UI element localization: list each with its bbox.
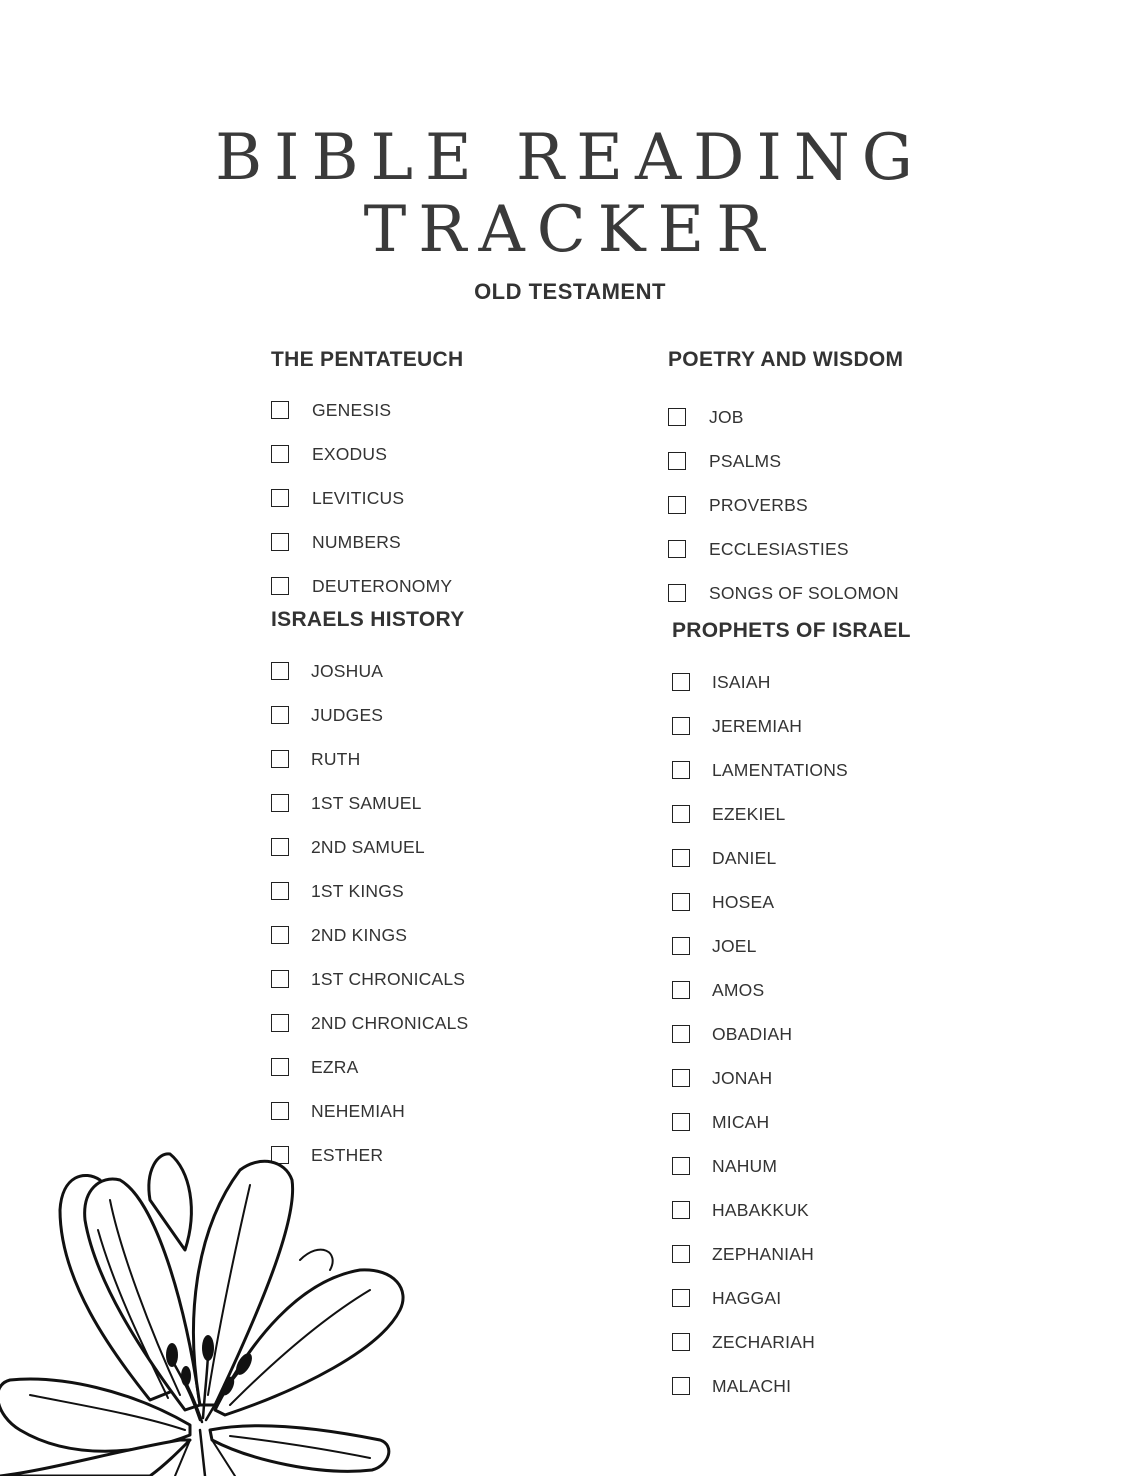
book-label: 2ND CHRONICALS bbox=[311, 1012, 469, 1033]
book-label: RUTH bbox=[311, 748, 361, 769]
book-list bbox=[672, 660, 911, 1408]
book-label: 1ST KINGS bbox=[311, 880, 404, 901]
book-label: HABAKKUK bbox=[712, 1199, 809, 1220]
checklist-item[interactable] bbox=[672, 1100, 911, 1144]
book-label: MICAH bbox=[712, 1111, 770, 1132]
checklist-item[interactable] bbox=[668, 571, 903, 615]
checkbox[interactable] bbox=[271, 1014, 289, 1032]
checkbox[interactable] bbox=[271, 577, 289, 595]
checklist-item[interactable] bbox=[271, 869, 468, 913]
checkbox[interactable] bbox=[271, 882, 289, 900]
checklist-item[interactable] bbox=[271, 737, 468, 781]
book-label: ESTHER bbox=[311, 1144, 384, 1165]
checklist-item[interactable] bbox=[672, 1320, 911, 1364]
checkbox[interactable] bbox=[672, 1377, 690, 1395]
checklist-item[interactable] bbox=[672, 1188, 911, 1232]
book-label: PROVERBS bbox=[709, 494, 808, 515]
checklist-item[interactable] bbox=[672, 1232, 911, 1276]
checklist-item[interactable] bbox=[672, 1276, 911, 1320]
checklist-item[interactable] bbox=[668, 439, 903, 483]
section-heading: THE PENTATEUCH bbox=[271, 348, 464, 371]
checkbox[interactable] bbox=[271, 970, 289, 988]
checklist-item[interactable] bbox=[672, 704, 911, 748]
checklist-item[interactable] bbox=[672, 880, 911, 924]
checkbox[interactable] bbox=[672, 717, 690, 735]
checklist-item[interactable] bbox=[271, 957, 468, 1001]
checkbox[interactable] bbox=[668, 540, 686, 558]
page-title-line-2: TRACKER bbox=[363, 193, 777, 267]
checklist-item[interactable] bbox=[672, 660, 911, 704]
checklist-item[interactable] bbox=[271, 693, 468, 737]
page-subtitle: OLD TESTAMENT bbox=[474, 279, 666, 304]
section-israels-history bbox=[271, 608, 468, 1177]
checkbox[interactable] bbox=[668, 452, 686, 470]
book-label: 1ST SAMUEL bbox=[311, 792, 422, 813]
book-label: ECCLESIASTIES bbox=[709, 538, 849, 559]
book-label: GENESIS bbox=[312, 399, 392, 420]
section-poetry-and-wisdom bbox=[668, 348, 903, 615]
book-label: 2ND KINGS bbox=[311, 924, 408, 945]
checkbox[interactable] bbox=[672, 805, 690, 823]
checkbox[interactable] bbox=[271, 706, 289, 724]
checklist-item[interactable] bbox=[672, 924, 911, 968]
checklist-item[interactable] bbox=[668, 483, 903, 527]
book-label: ZEPHANIAH bbox=[712, 1243, 814, 1264]
checklist-item[interactable] bbox=[672, 1144, 911, 1188]
checkbox[interactable] bbox=[672, 893, 690, 911]
checklist-item[interactable] bbox=[271, 781, 468, 825]
checklist-item[interactable] bbox=[271, 564, 463, 608]
checkbox[interactable] bbox=[672, 937, 690, 955]
checklist-item[interactable] bbox=[672, 1012, 911, 1056]
checklist-item[interactable] bbox=[271, 1001, 468, 1045]
book-list bbox=[668, 395, 903, 615]
checklist-item[interactable] bbox=[271, 520, 463, 564]
section-heading: PROPHETS OF ISRAEL bbox=[672, 619, 911, 642]
book-label: PSALMS bbox=[709, 450, 782, 471]
book-label: NAHUM bbox=[712, 1155, 778, 1176]
checkbox[interactable] bbox=[672, 673, 690, 691]
checkbox[interactable] bbox=[271, 401, 289, 419]
checklist-item[interactable] bbox=[271, 388, 463, 432]
book-label: AMOS bbox=[712, 979, 765, 1000]
checklist-item[interactable] bbox=[271, 1045, 468, 1089]
book-label: DEUTERONOMY bbox=[312, 575, 453, 596]
checkbox[interactable] bbox=[668, 584, 686, 602]
book-label: EZRA bbox=[311, 1056, 359, 1077]
checkbox[interactable] bbox=[271, 794, 289, 812]
checklist-item[interactable] bbox=[668, 395, 903, 439]
checklist-item[interactable] bbox=[271, 432, 463, 476]
checkbox[interactable] bbox=[672, 1245, 690, 1263]
checkbox[interactable] bbox=[271, 750, 289, 768]
checkbox[interactable] bbox=[271, 445, 289, 463]
checkbox[interactable] bbox=[672, 1289, 690, 1307]
checklist-item[interactable] bbox=[672, 748, 911, 792]
book-label: DANIEL bbox=[712, 847, 777, 868]
checklist-item[interactable] bbox=[672, 1056, 911, 1100]
book-list bbox=[271, 649, 468, 1177]
checkbox[interactable] bbox=[672, 761, 690, 779]
book-label: 2ND SAMUEL bbox=[311, 836, 425, 857]
checklist-item[interactable] bbox=[271, 649, 468, 693]
book-label: OBADIAH bbox=[712, 1023, 793, 1044]
book-label: EZEKIEL bbox=[712, 803, 786, 824]
book-label: LEVITICUS bbox=[312, 487, 405, 508]
book-label: MALACHI bbox=[712, 1375, 792, 1396]
checkbox[interactable] bbox=[668, 408, 686, 426]
page-title-line-1: BIBLE READING bbox=[215, 121, 925, 195]
book-label: JOB bbox=[709, 406, 744, 427]
checkbox[interactable] bbox=[271, 1058, 289, 1076]
section-heading: ISRAELS HISTORY bbox=[271, 608, 465, 631]
checklist-item[interactable] bbox=[672, 1364, 911, 1408]
book-label: JEREMIAH bbox=[712, 715, 803, 736]
checklist-item[interactable] bbox=[668, 527, 903, 571]
checklist-item[interactable] bbox=[271, 825, 468, 869]
section-pentateuch bbox=[271, 348, 463, 608]
checkbox[interactable] bbox=[271, 926, 289, 944]
book-label: EXODUS bbox=[312, 443, 388, 464]
checklist-item[interactable] bbox=[672, 792, 911, 836]
book-label: ISAIAH bbox=[712, 671, 771, 692]
lily-flower-illustration-icon bbox=[0, 1140, 420, 1476]
checkbox[interactable] bbox=[672, 1157, 690, 1175]
checkbox[interactable] bbox=[672, 1069, 690, 1087]
book-label: NEHEMIAH bbox=[311, 1100, 405, 1121]
book-label: SONGS OF SOLOMON bbox=[709, 582, 899, 603]
checkbox[interactable] bbox=[271, 662, 289, 680]
checkbox[interactable] bbox=[672, 981, 690, 999]
section-heading: POETRY AND WISDOM bbox=[668, 348, 904, 371]
book-label: JONAH bbox=[712, 1067, 773, 1088]
checklist-item[interactable] bbox=[672, 836, 911, 880]
checkbox[interactable] bbox=[672, 1113, 690, 1131]
section-prophets-of-israel bbox=[672, 619, 911, 1408]
checklist-item[interactable] bbox=[672, 968, 911, 1012]
checklist-item[interactable] bbox=[271, 913, 468, 957]
checkbox[interactable] bbox=[668, 496, 686, 514]
book-label: 1ST CHRONICALS bbox=[311, 968, 466, 989]
checkbox[interactable] bbox=[271, 489, 289, 507]
book-label: LAMENTATIONS bbox=[712, 759, 848, 780]
checklist-item[interactable] bbox=[271, 1089, 468, 1133]
checkbox[interactable] bbox=[672, 1201, 690, 1219]
checkbox[interactable] bbox=[672, 1025, 690, 1043]
book-list bbox=[271, 388, 463, 608]
book-label: HAGGAI bbox=[712, 1287, 782, 1308]
checkbox[interactable] bbox=[672, 1333, 690, 1351]
book-label: NUMBERS bbox=[312, 531, 401, 552]
checkbox[interactable] bbox=[271, 838, 289, 856]
book-label: ZECHARIAH bbox=[712, 1331, 815, 1352]
book-label: HOSEA bbox=[712, 891, 775, 912]
book-label: JUDGES bbox=[311, 704, 384, 725]
checkbox[interactable] bbox=[271, 533, 289, 551]
checkbox[interactable] bbox=[672, 849, 690, 867]
book-label: JOEL bbox=[712, 935, 757, 956]
book-label: JOSHUA bbox=[311, 660, 384, 681]
checkbox[interactable] bbox=[271, 1102, 289, 1120]
checklist-item[interactable] bbox=[271, 476, 463, 520]
